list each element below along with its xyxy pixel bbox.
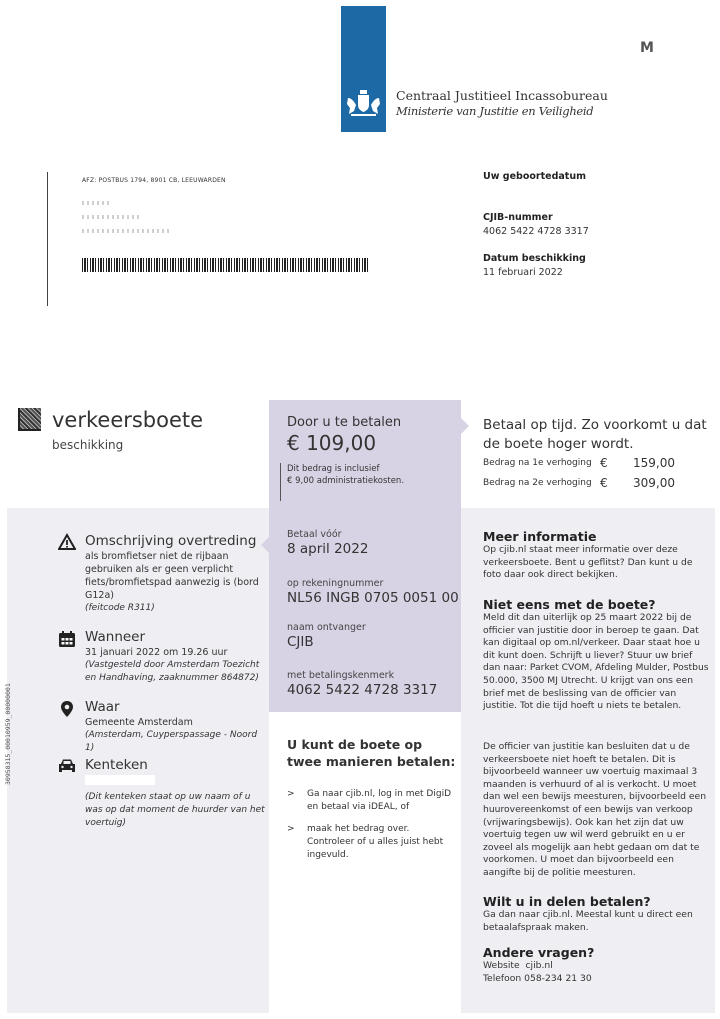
objection-body: Meld dit dan uiterlijk op 25 maart 2022 bij de officier van justitie door in beroep te gaan. Dat kan digitaal op om.nl/verkeer. Daar staat hoe u dit kunt doen. Schrijft u liever? Stuur uw brief dan naar: Parket CVOM, Afdeling Mulder, Postbus 50.000, 3500 MJ Utrecht. U krijgt van ons een brief met de beslissing van de officier van justitie. Tot die tijd hoeft u niets te betalen. [483,612,709,712]
decision-date-field [483,253,586,278]
reference-label: met betalingskenmerk [287,670,395,681]
violation-section [85,533,265,615]
increase-currency: € [600,476,608,490]
installments-section [483,894,711,934]
questions-title: Andere vragen? [483,945,595,960]
where-section [85,699,265,755]
increase-label: Bedrag na 1e verhoging [483,458,592,468]
payment-reference: 4062 5422 4728 3317 [287,682,438,698]
increase-label: Bedrag na 2e verhoging [483,478,592,488]
government-logo-bar [341,6,386,132]
more-info-body: Op cjib.nl staat meer informatie over deze verkeersboete. Bent u geflitst? Dan kunt u de foto daar ook direct bekijken. [483,544,693,581]
due-date-label: Betaal vóór [287,529,342,540]
payment-methods-title: U kunt de boete op twee manieren betalen: [287,737,456,769]
corner-mark: M [640,40,654,56]
when-section [85,629,270,685]
where-title: Waar [85,699,120,715]
cjib-number-field [483,212,589,237]
officer-decision-section [483,741,711,880]
account-number: NL56 INGB 0705 0051 00 [287,590,459,606]
cjib-number-label: CJIB-nummer [483,212,553,223]
ministry-name: Ministerie van Justitie en Veiligheid [396,104,594,118]
plate-number-redacted [85,775,155,785]
address-margin-line [47,172,48,306]
when-datetime: 31 januari 2022 om 19.26 uur [85,647,228,658]
violation-description: als bromfietser niet de rijbaan gebruiken als er geen verplicht fiets/bromfietspad aanwezig is (bord G12a) [85,551,259,601]
recipient-value: CJIB [287,634,314,650]
objection-title: Niet eens met de boete? [483,597,656,612]
website-label: Website [483,960,520,971]
recipient-name-redacted [82,201,112,205]
increase-amount: 159,00 [633,456,675,470]
datamatrix-code-icon [18,408,41,431]
website-link[interactable]: cjib.nl [525,960,553,971]
birthdate-field [483,171,586,185]
payment-method-item [287,788,457,814]
coat-of-arms-icon [346,88,381,118]
more-info-section [483,529,711,582]
sender-address: AFZ: POSTBUS 1794, 8901 CB, LEEUWARDEN [82,177,226,184]
phone-label: Telefoon [483,972,522,984]
when-title: Wanneer [85,629,146,645]
postal-barcode [82,258,370,272]
organization-name: Centraal Justitieel Incassobureau [396,88,608,103]
installments-title: Wilt u in delen betalen? [483,894,651,909]
payment-method-text: Ga naar cjib.nl, log in met DigiD en betaal via iDEAL, of [307,789,452,812]
increase-amount: 309,00 [633,476,675,490]
amount-due: € 109,00 [287,431,377,455]
increase-row [483,478,683,488]
payment-panel-arrow-right [461,418,469,434]
car-icon [58,757,76,775]
plate-title: Kenteken [85,757,148,773]
officer-decision-body: De officier van justitie kan besluiten dat u de verkeersboete niet hoeft te betalen. Dit is bijvoorbeeld wanneer uw voertuig maximaal 3 maanden is verhuurd of al is verkocht. U moet dan wel een bewijs meesturen, bijvoorbeeld een huurovereenkomst of een bewijs van verkoop (vrijwaringsbewijs). Ook kan het zijn dat uw voertuig tegen uw wil werd gebruikt en u er zoveel als mogelijk aan hebt gedaan om dat te voorkomen. U moet dan bijvoorbeeld een aangifte bij de politie meesturen. [483,741,707,878]
account-label: op rekeningnummer [287,578,384,589]
recipient-label: naam ontvanger [287,622,366,633]
warning-icon [58,533,76,551]
cjib-number-value: 4062 5422 4728 3317 [483,226,589,237]
recipient-city-redacted [82,229,172,233]
admin-costs-line-2: € 9,00 administratiekosten. [287,476,405,486]
pay-on-time-notice: Betaal op tijd. Zo voorkomt u dat de boete hoger wordt. [483,417,707,452]
plate-note: (Dit kenteken staat op uw naam of u was op dat moment de huurder van het voertuig) [85,792,265,828]
calendar-icon [58,630,76,648]
objection-section [483,597,711,713]
due-date-value: 8 april 2022 [287,541,369,557]
payment-method-text: maak het bedrag over. Controleer of u alles juist hebt ingevuld. [307,824,444,860]
admin-costs-note [280,463,404,501]
document-subtitle: beschikking [52,438,124,452]
document-title: verkeersboete [52,408,204,432]
plate-section [85,757,265,830]
document-tracking-code: 30958315_00010959_00000001 [4,683,12,785]
phone-number: 058-234 21 30 [524,972,592,984]
violation-title: Omschrijving overtreding [85,533,257,549]
questions-section [483,945,711,985]
birthdate-label: Uw geboortedatum [483,171,586,182]
phone-row [483,973,711,986]
decision-date-value: 11 februari 2022 [483,267,563,278]
amount-heading: Door u te betalen [287,415,402,430]
payment-method-item [287,823,457,862]
website-row [483,960,711,973]
increase-row [483,458,683,468]
violation-code: (feitcode R311) [85,603,155,613]
admin-costs-line-1: Dit bedrag is inclusief [287,464,380,474]
bullet-marker: > [287,824,295,834]
increase-currency: € [600,456,608,470]
location-pin-icon [58,700,76,718]
recipient-street-redacted [82,215,142,219]
installments-body: Ga dan naar cjib.nl. Meestal kunt u direct een betaalafspraak maken. [483,909,693,933]
decision-date-label: Datum beschikking [483,253,586,264]
bullet-marker: > [287,789,295,799]
when-note: (Vastgesteld door Amsterdam Toezicht en Handhaving, zaaknummer 864872) [85,660,260,683]
more-info-title: Meer informatie [483,529,597,544]
where-location: (Amsterdam, Cuyperspassage - Noord 1) [85,730,258,753]
where-municipality: Gemeente Amsterdam [85,717,193,728]
